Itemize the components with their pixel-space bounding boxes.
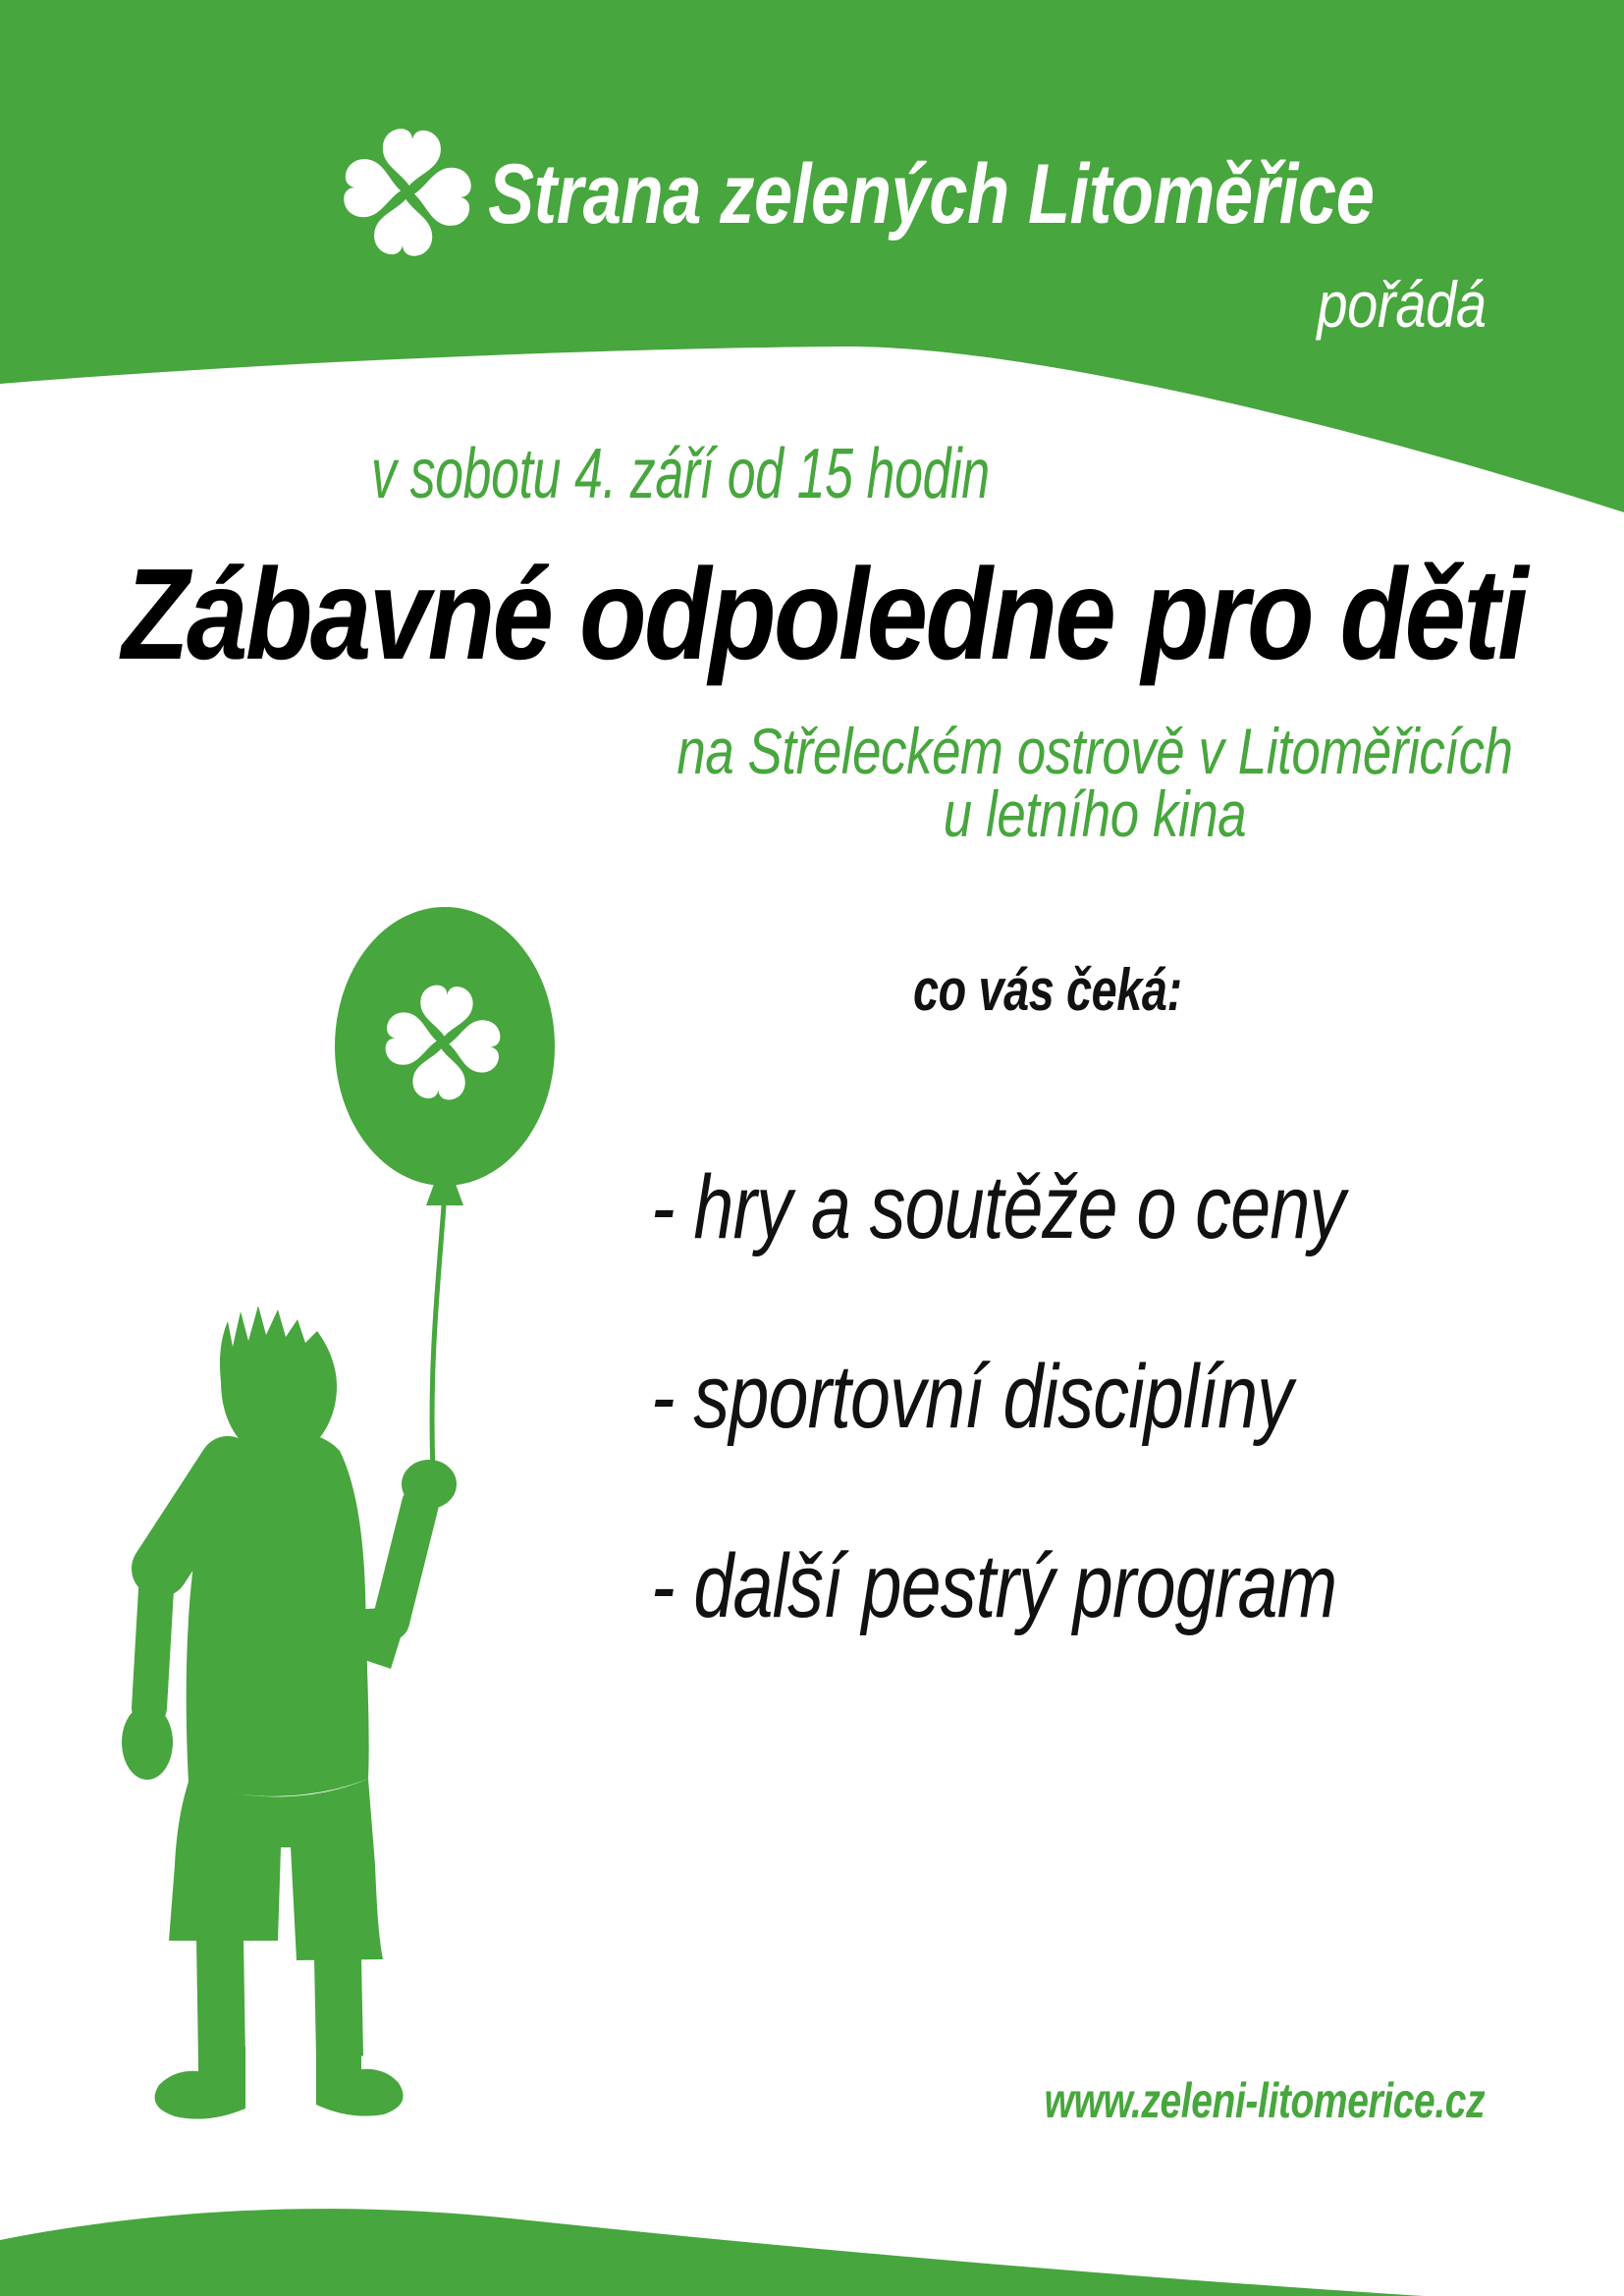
location-line-2: u letního kina <box>943 777 1247 850</box>
balloon-string <box>432 1205 444 1472</box>
org-name: Strana zelených Litoměřice <box>488 147 1375 241</box>
child-silhouette <box>122 1306 457 2119</box>
agenda-item: - sportovní disciplíny <box>651 1347 1293 1447</box>
date-line: v sobotu 4. září od 15 hodin <box>371 435 990 513</box>
agenda-item: - další pestrý program <box>651 1536 1337 1636</box>
website-url: www.zeleni-litomerice.cz <box>1044 2073 1485 2128</box>
agenda-item: - hry a soutěže o ceny <box>651 1157 1345 1257</box>
bottom-wave <box>0 2209 1424 2296</box>
location-line-1: na Střeleckém ostrově v Litoměřicích <box>677 715 1513 787</box>
location-lines <box>675 715 1515 850</box>
tagline: pořádá <box>1317 268 1487 341</box>
agenda-heading: co vás čeká: <box>913 957 1182 1023</box>
event-title: Zábavné odpoledne pro děti <box>122 542 1526 686</box>
